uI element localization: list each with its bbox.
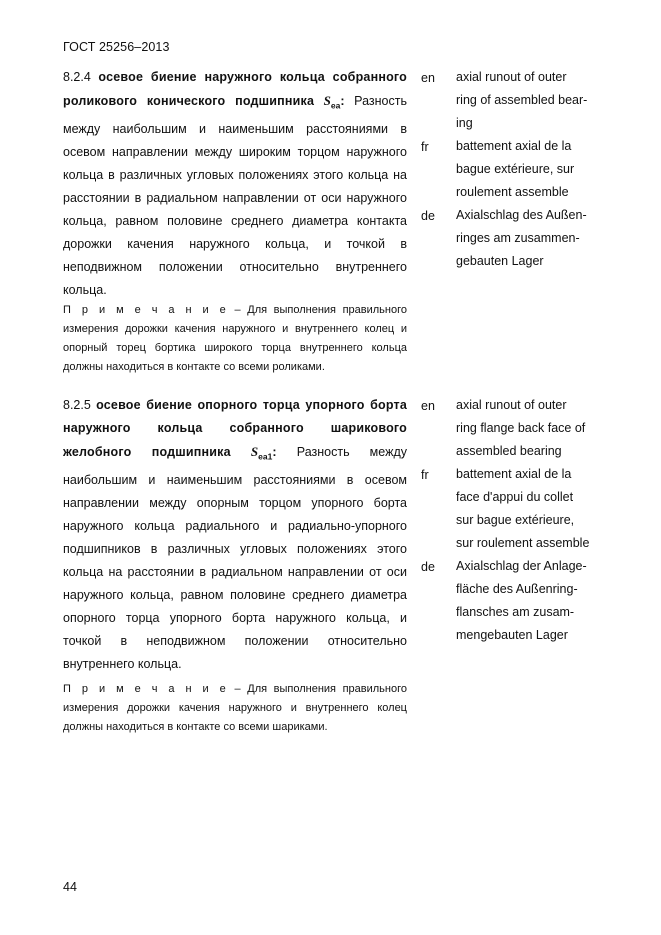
term-symbol: $S_{ea}$ xyxy=(323,93,341,111)
entry-number: 8.2.5 xyxy=(63,398,91,412)
translation-de: Axialschlag der Anlage- fläche des Außenring- flansches am zusam- mengebauten Lager xyxy=(456,559,587,642)
translation-en: axial runout of outer ring of assembled bear- ing xyxy=(456,70,588,130)
term-definition: Разность между наибольшим и наименьшим расстояниями в осевом направлении между опорным торцом упорного борта наружного кольца радиального и радиально-упорного подшипников в различных угловых положениях этого кольца на расстоянии в радиальном направлении от оси наружного кольца, равном половине среднего диаметра опорного торца упорного борта наружного кольца, и точкой в неподвижном положении относительно внутреннего кольца. xyxy=(63,445,407,671)
term-entry-8-2-4: 8.2.4 осевое биение наружного кольца собранного роликового конического подшипника $S_{ea}$: Разность между наибольшим и наименьшим расстояниями в осевом направлении между широким торцом наружного кольца в различных угловых положениях этого кольца на расстоянии в радиальном направлении от оси наружного кольца, равном половине среднего диаметра контакта дорожки качения наружного кольца, и точкой в неподвижном положении относительно внутреннего кольца. xyxy=(63,70,407,297)
lang-code-de: de xyxy=(421,560,435,574)
term-title: осевое биение наружного кольца собранного роликового конического подшипника xyxy=(63,70,407,108)
note-8-2-5 xyxy=(63,680,407,737)
document-header: ГОСТ 25256–2013 xyxy=(63,40,170,54)
lang-code-de: de xyxy=(421,209,435,223)
page-number: 44 xyxy=(63,880,77,894)
lang-code-fr: fr xyxy=(421,468,429,482)
entry-number: 8.2.4 xyxy=(63,70,91,84)
term-symbol: $S_{ea1}$ xyxy=(250,444,273,462)
note-text: – Для выполнения правильного измерения дорожки качения наружного и внутреннего колец должны находиться в контакте со всеми шариками. xyxy=(63,683,407,733)
translation-fr: battement axial de la face d'appui du collet sur bague extérieure, sur roulement assemble xyxy=(456,467,590,550)
translation-de: Axialschlag des Außen- ringes am zusammen- gebauten Lager xyxy=(456,208,587,268)
note-text: – Для выполнения правильного измерения дорожки качения наружного и внутреннего колец и опорный торец бортика широкого торца внутреннего кольца должны находиться в контакте со всеми роликами. xyxy=(63,304,407,373)
note-label: П р и м е ч а н и е xyxy=(63,304,228,316)
lang-code-en: en xyxy=(421,399,435,413)
term-title: осевое биение опорного торца упорного борта наружного кольца собранного шарикового желобного подшипника xyxy=(63,398,407,459)
term-definition: Разность между наибольшим и наименьшим расстояниями в осевом направлении между широким торцом наружного кольца в различных угловых положениях этого кольца на расстоянии в радиальном направлении от оси наружного кольца, равном половине среднего диаметра контакта дорожки качения наружного кольца, и точкой в неподвижном положении относительно внутреннего кольца. xyxy=(63,94,407,297)
term-entry-8-2-5: 8.2.5 осевое биение опорного торца упорного борта наружного кольца собранного шарикового желобного подшипника $S_{ea1}$: Разность между наибольшим и наименьшим расстояниями в осевом направлении между опорным торцом упорного борта наружного кольца радиального и радиально-упорного подшипников в различных угловых положениях этого кольца на расстоянии в радиальном направлении от оси наружного кольца, равном половине среднего диаметра опорного торца упорного борта наружного кольца, и точкой в неподвижном положении относительно внутреннего кольца. xyxy=(63,398,407,671)
note-label: П р и м е ч а н и е xyxy=(63,683,228,695)
translation-fr: battement axial de la bague extérieure, sur roulement assemble xyxy=(456,139,575,199)
lang-code-en: en xyxy=(421,71,435,85)
note-8-2-4 xyxy=(63,301,407,377)
translation-en: axial runout of outer ring flange back face of assembled bearing xyxy=(456,398,586,458)
lang-code-fr: fr xyxy=(421,140,429,154)
